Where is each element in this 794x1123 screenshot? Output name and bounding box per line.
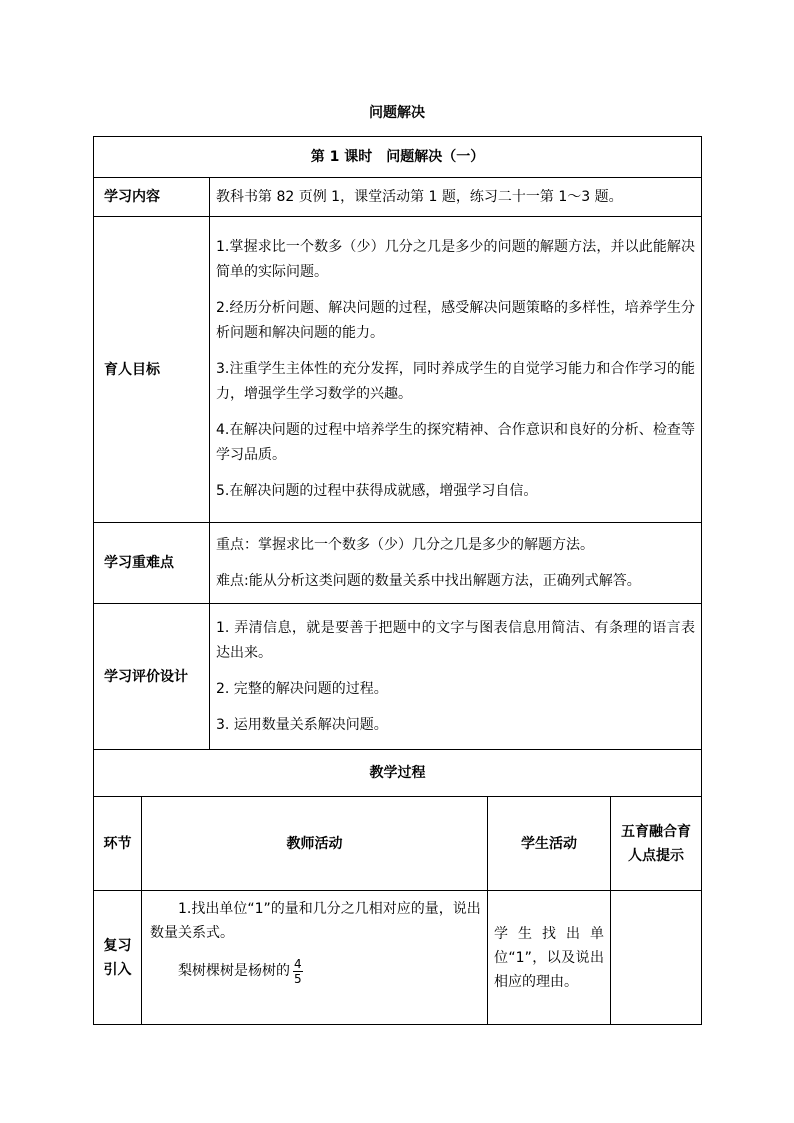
goal-item-4: 4.在解决问题的过程中培养学生的探究精神、合作意识和良好的分析、检查等学习品质。 <box>216 422 696 463</box>
teacher-activity-cell <box>142 891 488 1025</box>
process-header: 教学过程 <box>94 750 702 797</box>
stage-review-intro: 复习引入 <box>94 891 142 1025</box>
row-value-goals <box>210 217 702 523</box>
column-header-student: 学生活动 <box>488 797 611 891</box>
teacher-activity-text: 1.找出单位“1”的量和几分之几相对应的量，说出数量关系式。 <box>150 901 481 941</box>
row-value-content <box>210 178 702 217</box>
student-activity-cell: 学生找出单位“1”，以及说出相应的理由。 <box>488 891 611 1025</box>
row-value-key-points <box>210 523 702 604</box>
lesson-header: 第 1 课时 问题解决（一） <box>94 137 702 178</box>
goal-item-1: 1.掌握求比一个数多（少）几分之几是多少的问题的解题方法，并以此能解决简单的实际问题。 <box>216 239 696 280</box>
column-header-teacher: 教师活动 <box>142 797 488 891</box>
tips-cell <box>611 891 702 1025</box>
evaluation-item-1: 1. 弄清信息，就是要善于把题中的文字与图表信息用简洁、有条理的语言表达出来。 <box>216 619 696 661</box>
fraction <box>293 957 303 986</box>
row-label-goals: 育人目标 <box>94 217 210 523</box>
goal-item-3: 3.注重学生主体性的充分发挥，同时养成学生的自觉学习能力和合作学习的能力，增强学生学习数学的兴趣。 <box>216 361 696 402</box>
row-label-content: 学习内容 <box>94 178 210 217</box>
column-header-tips: 五育融合育人点提示 <box>611 797 702 891</box>
column-header-stage: 环节 <box>94 797 142 891</box>
evaluation-item-2: 2. 完整的解决问题的过程。 <box>216 680 388 697</box>
difficulty-item: 难点:能从分析这类问题的数量关系中找出解题方法，正确列式解答。 <box>216 572 641 589</box>
row-label-key-points: 学习重难点 <box>94 523 210 604</box>
fraction-numerator: 4 <box>294 956 302 971</box>
goal-item-5: 5.在解决问题的过程中获得成就感，增强学习自信。 <box>216 483 538 499</box>
content-item: 教科书第 82 页例 1，课堂活动第 1 题，练习二十一第 1～3 题。 <box>216 188 623 205</box>
key-point-item: 重点：掌握求比一个数多（少）几分之几是多少的解题方法。 <box>216 536 594 553</box>
evaluation-item-3: 3. 运用数量关系解决问题。 <box>216 716 388 733</box>
lesson-plan-table <box>93 136 702 1025</box>
row-value-evaluation <box>210 604 702 750</box>
fraction-denominator: 5 <box>294 971 302 986</box>
teacher-activity-formula <box>150 951 481 991</box>
document-title: 问题解决 <box>369 105 425 121</box>
row-label-evaluation: 学习评价设计 <box>94 604 210 750</box>
formula-prefix: 梨树棵树是杨树的 <box>178 963 290 979</box>
goal-item-2: 2.经历分析问题、解决问题的过程，感受解决问题策略的多样性，培养学生分析问题和解决问题的能力。 <box>216 300 696 341</box>
